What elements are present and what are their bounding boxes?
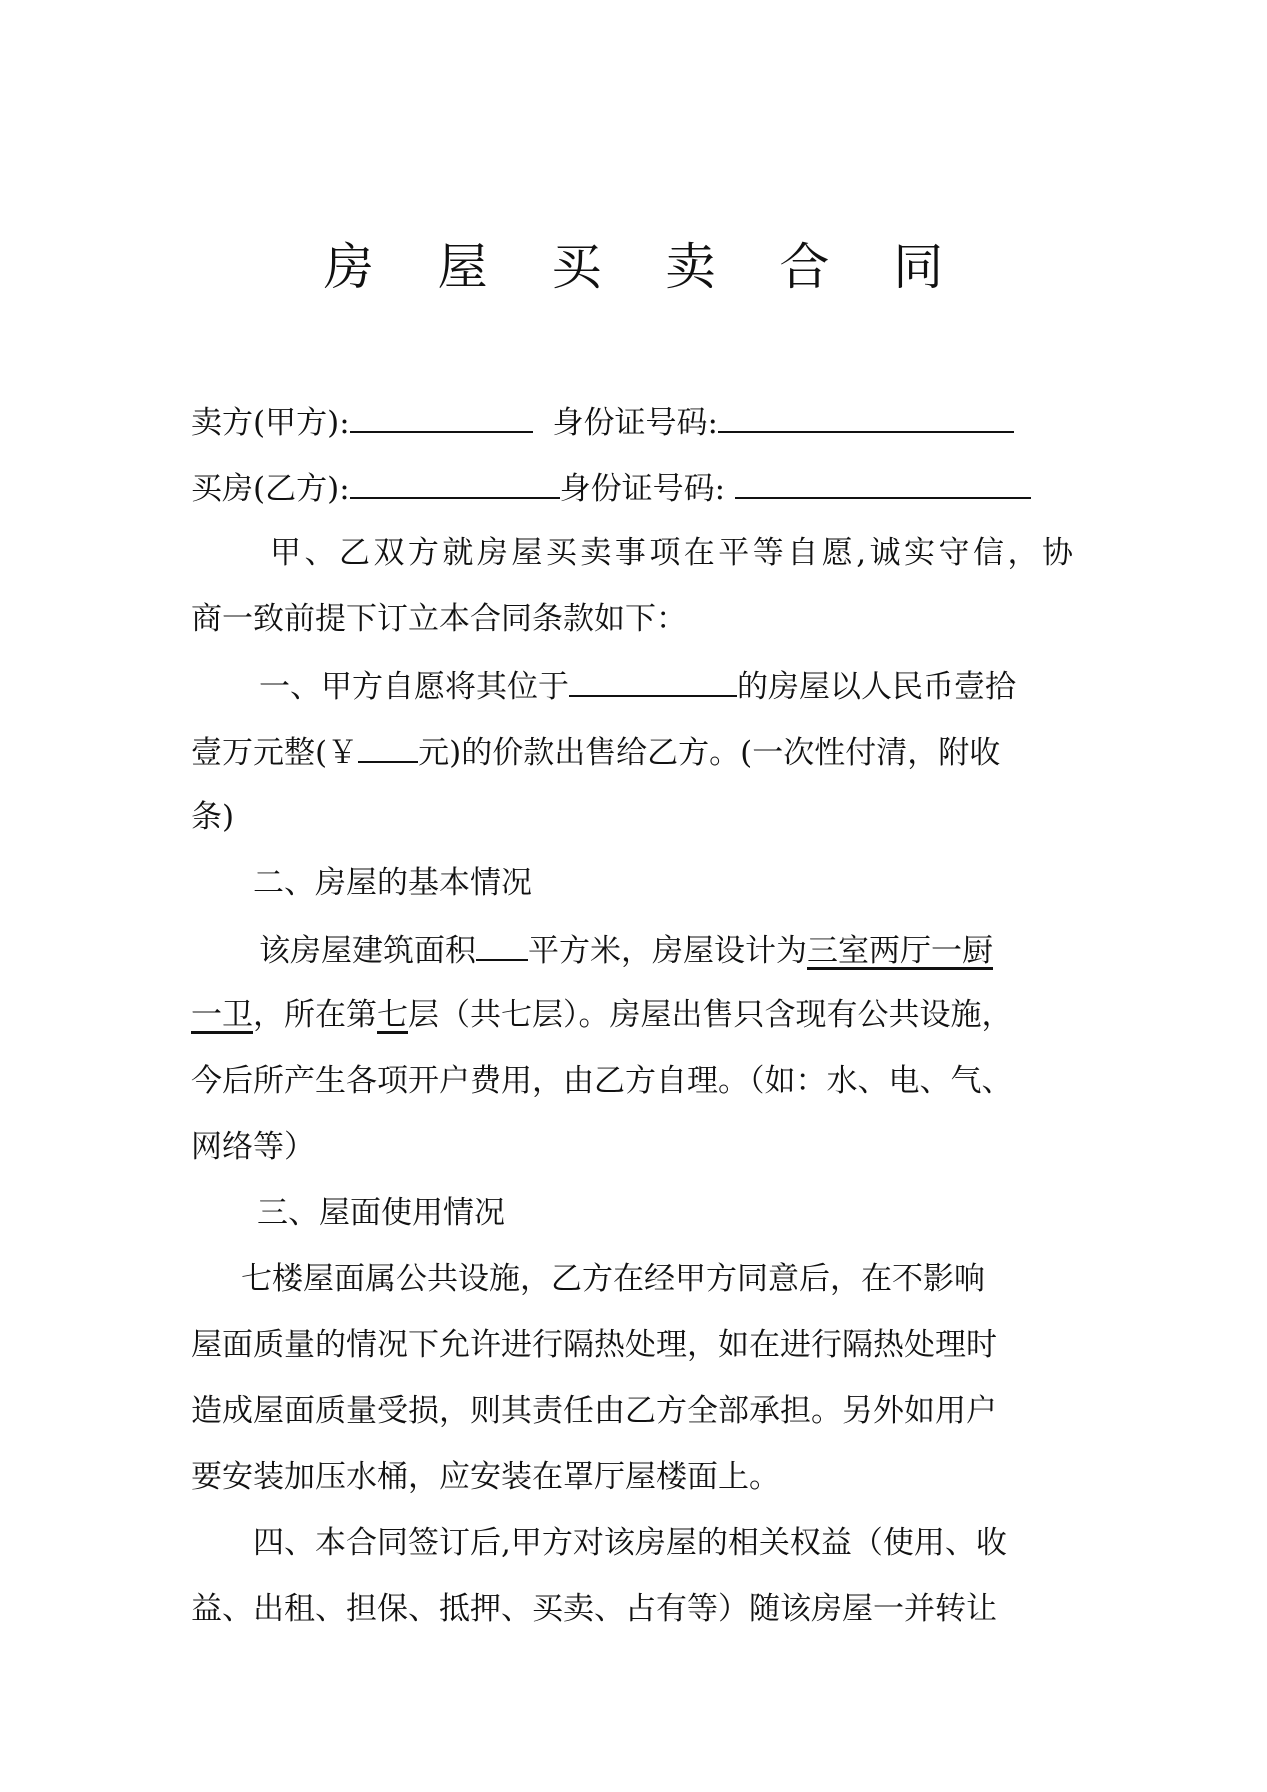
layout-value-1: 三室两厅一厨 — [807, 933, 993, 969]
section-2-line-1 — [259, 929, 993, 971]
price-blank — [358, 731, 418, 763]
floor-value: 七 — [377, 997, 408, 1033]
seller-id-blank — [718, 401, 1014, 433]
section-1-line-1 — [259, 665, 1016, 707]
page-title: 房 屋 买 卖 合 同 — [323, 238, 968, 296]
section-3-line-1: 七楼屋面属公共设施，乙方在经甲方同意后，在不影响 — [241, 1261, 985, 1297]
section-1-line-2 — [191, 731, 1000, 773]
area-blank — [476, 929, 528, 961]
s2-text-b: 平方米，房屋设计为 — [528, 933, 807, 969]
section-2-line-4: 网络等） — [191, 1129, 315, 1165]
seller-label: 卖方(甲方): — [191, 405, 350, 441]
buyer-name-blank — [350, 467, 560, 499]
s1-text-c: 壹万元整(￥ — [191, 735, 359, 771]
section-4-line-1: 四、本合同签订后,甲方对该房屋的相关权益（使用、收 — [253, 1525, 1007, 1561]
s1-text-d: 元)的价款出售给乙方。(一次性付清，附收 — [418, 735, 1001, 771]
s2-text-a: 该房屋建筑面积 — [259, 933, 476, 969]
s1-text-b: 的房屋以人民币壹拾 — [737, 669, 1016, 705]
s2-text-c: ，所在第 — [253, 997, 377, 1033]
section-3-heading: 三、屋面使用情况 — [257, 1195, 505, 1231]
s1-text-a: 一、甲方自愿将其位于 — [259, 669, 569, 705]
section-1-line-3: 条) — [191, 799, 235, 835]
seller-line — [191, 401, 1014, 443]
section-2-heading: 二、房屋的基本情况 — [253, 865, 532, 901]
buyer-id-blank — [735, 467, 1031, 499]
seller-id-label: 身份证号码: — [552, 405, 718, 441]
buyer-label: 买房(乙方): — [191, 471, 350, 507]
seller-name-blank — [350, 401, 533, 433]
section-4-line-2: 益、出租、担保、抵押、买卖、占有等）随该房屋一并转让 — [191, 1591, 997, 1627]
section-3-line-2: 屋面质量的情况下允许进行隔热处理，如在进行隔热处理时 — [191, 1327, 997, 1363]
section-2-line-3: 今后所产生各项开户费用，由乙方自理。（如：水、电、气、 — [191, 1063, 1013, 1099]
section-2-line-2 — [191, 995, 1013, 1035]
section-3-line-3: 造成屋面质量受损，则其责任由乙方全部承担。另外如用户 — [191, 1393, 997, 1429]
intro-line-1: 甲、乙双方就房屋买卖事项在平等自愿,诚实守信，协 — [270, 535, 1073, 571]
buyer-id-label: 身份证号码: — [559, 471, 726, 507]
s2-text-d: 层（共七层）。房屋出售只含现有公共设施， — [408, 997, 1013, 1033]
intro-line-2: 商一致前提下订立本合同条款如下： — [191, 601, 687, 637]
buyer-line — [191, 467, 1031, 509]
location-blank — [569, 665, 737, 697]
layout-value-2: 一卫 — [191, 997, 253, 1033]
section-3-line-4: 要安装加压水桶，应安装在罩厅屋楼面上。 — [191, 1459, 780, 1495]
